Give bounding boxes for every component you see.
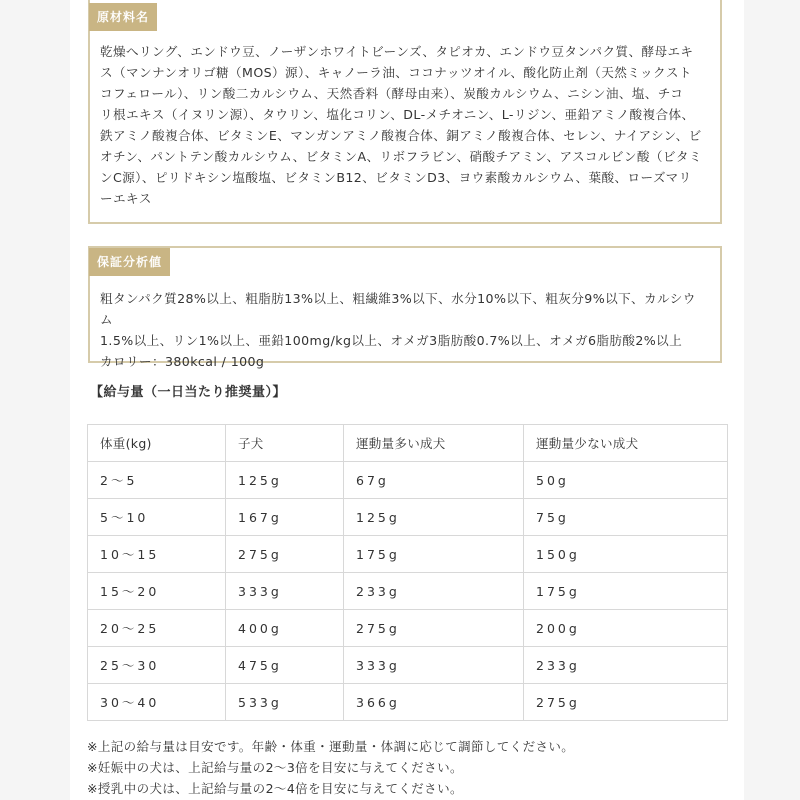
product-info-page [70,0,744,800]
table-cell: 50g [524,462,728,499]
table-cell: 275g [226,536,344,573]
column-header: 体重(kg) [88,425,226,462]
table-row [88,573,728,610]
table-cell: 233g [344,573,524,610]
column-header: 子犬 [226,425,344,462]
ingredients-text: 乾燥へリング、エンドウ豆、ノーザンホワイトビーンズ、タピオカ、エンドウ豆タンパク質、酵母エキ ス（マンナンオリゴ糖（MOS）源）、キャノーラ油、ココナッツオイル、酸化防止剤（天然ミックスト コフェロール）、リン酸二カルシウム、天然香料（酵母由来）、炭酸カルシウム、ニシン油、塩、チコ リ根エキス（イヌリン源）、タウリン、塩化コリン、DL-メチオニン、L-リジン、亜鉛アミノ酸複合体、 鉄アミノ酸複合体、ビタミンE、マンガンアミノ酸複合体、銅アミノ酸複合体、セレン、ナイアシン、ビ オチン、パントテン酸カルシウム、ビタミンA、リボフラビン、硝酸チアミン、アスコルビン酸（ビタミ ンC源）、ピリドキシン塩酸塩、ビタミンB12、ビタミンD3、ヨウ素酸カルシウム、葉酸、ローズマリ ーエキス [100,44,702,206]
guaranteed-analysis-text: 粗タンパク質28%以上、粗脂肪13%以上、粗繊維3%以下、水分10%以下、粗灰分9%以下、カルシウム 1.5%以上、リン1%以上、亜鉛100mg/kg以上、オメガ3脂肪酸0.7%以上、オメガ6脂肪酸2%以上 カロリー：380kcal / 100g [100,291,696,369]
column-header: 運動量多い成犬 [344,425,524,462]
table-cell: 533g [226,684,344,721]
table-cell: 2〜5 [88,462,226,499]
table-cell: 175g [524,573,728,610]
table-cell: 67g [344,462,524,499]
table-cell: 10〜15 [88,536,226,573]
table-cell: 15〜20 [88,573,226,610]
table-cell: 25〜30 [88,647,226,684]
note-line: ※妊娠中の犬は、上記給与量の2〜3倍を目安に与えてください。 [87,760,463,775]
table-cell: 20〜25 [88,610,226,647]
table-cell: 333g [344,647,524,684]
table-row [88,684,728,721]
feeding-heading: 【給与量（一日当たり推奨量）】 [90,385,287,400]
table-cell: 30〜40 [88,684,226,721]
table-cell: 333g [226,573,344,610]
table-cell: 275g [524,684,728,721]
note-line: ※上記の給与量は目安です。年齢・体重・運動量・体調に応じて調節してください。 [87,739,575,754]
table-row [88,462,728,499]
table-cell: 275g [344,610,524,647]
table-cell: 5〜10 [88,499,226,536]
feeding-table-header [88,425,728,462]
table-cell: 233g [524,647,728,684]
table-row [88,647,728,684]
feeding-notes [87,736,574,799]
table-cell: 150g [524,536,728,573]
table-cell: 400g [226,610,344,647]
ingredients-label: 原材料名 [89,3,157,31]
column-header: 運動量少ない成犬 [524,425,728,462]
note-line: ※授乳中の犬は、上記給与量の2〜4倍を目安に与えてください。 [87,781,463,796]
feeding-table [87,424,728,721]
table-cell: 200g [524,610,728,647]
table-cell: 366g [344,684,524,721]
guaranteed-analysis-box [88,246,722,369]
table-cell: 75g [524,499,728,536]
ingredients-box [88,0,722,224]
table-cell: 125g [226,462,344,499]
guaranteed-analysis-label: 保証分析値 [89,248,170,276]
table-cell: 475g [226,647,344,684]
table-cell: 125g [344,499,524,536]
table-cell: 175g [344,536,524,573]
table-row [88,499,728,536]
table-row [88,610,728,647]
table-cell: 167g [226,499,344,536]
table-row [88,536,728,573]
